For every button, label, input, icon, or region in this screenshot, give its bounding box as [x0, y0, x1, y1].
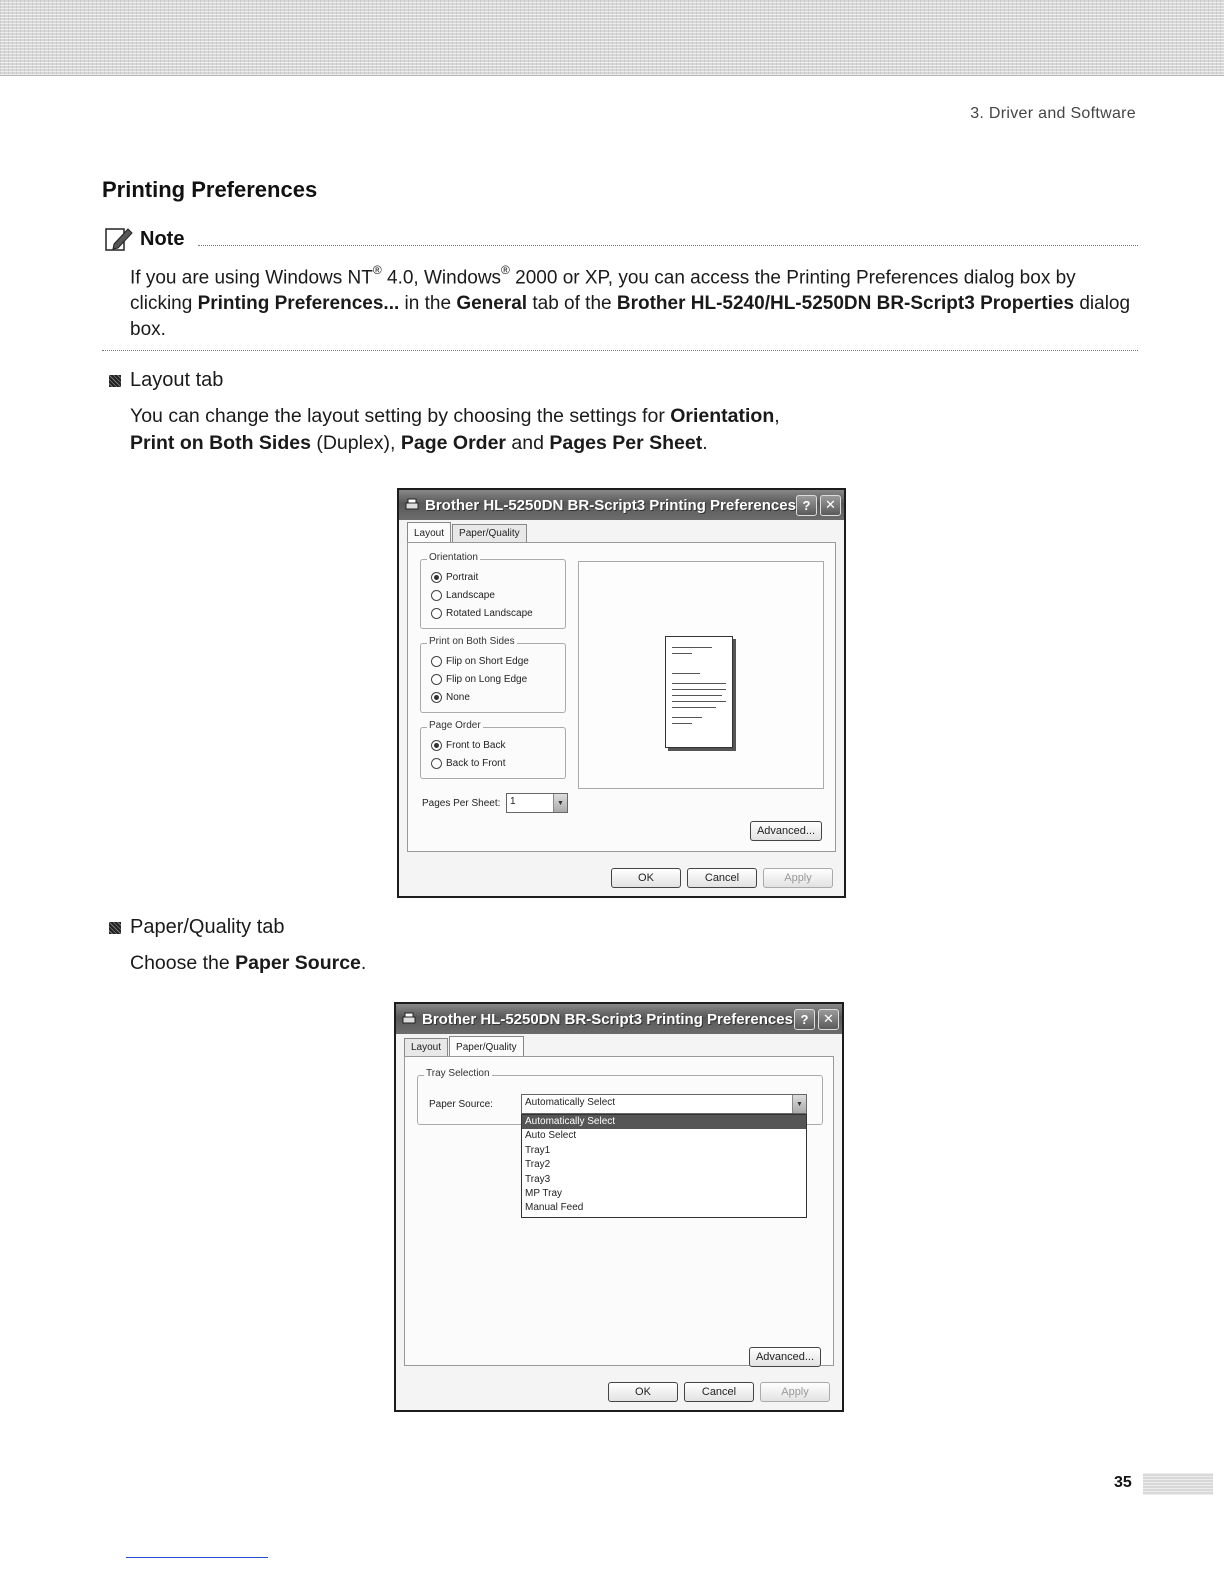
- option-manual-feed[interactable]: Manual Feed: [525, 1202, 584, 1214]
- bullet-layout-tab: Layout tab: [109, 369, 223, 392]
- pages-per-sheet-label: Pages Per Sheet:: [422, 798, 501, 809]
- ok-button[interactable]: OK: [611, 868, 681, 888]
- back-to-front-radio[interactable]: Back to Front: [431, 758, 505, 769]
- cancel-button[interactable]: Cancel: [687, 868, 757, 888]
- apply-button[interactable]: Apply: [760, 1382, 830, 1402]
- chapter-title: 3. Driver and Software: [970, 105, 1136, 122]
- flip-short-edge-radio[interactable]: Flip on Short Edge: [431, 656, 529, 667]
- rotated-landscape-radio[interactable]: Rotated Landscape: [431, 608, 533, 619]
- tab-paper-quality[interactable]: Paper/Quality: [452, 524, 527, 544]
- paper-quality-dialog: [394, 1002, 844, 1412]
- layout-preview: [578, 561, 824, 789]
- apply-button[interactable]: Apply: [763, 868, 833, 888]
- dialog-title: Brother HL-5250DN BR-Script3 Printing Preferences: [425, 496, 796, 514]
- help-button[interactable]: ?: [794, 1009, 815, 1030]
- cancel-button[interactable]: Cancel: [684, 1382, 754, 1402]
- paper-source-select[interactable]: Automatically Select ▼: [521, 1094, 807, 1114]
- paper-source-label: Paper Source:: [429, 1099, 493, 1110]
- dialog-titlebar: [396, 1004, 842, 1034]
- header-band: [0, 0, 1224, 76]
- note-heading: [104, 225, 1138, 253]
- paper-source-dropdown-list: [521, 1114, 807, 1218]
- tray-selection-group: Tray Selection: [417, 1075, 823, 1125]
- pages-per-sheet-select[interactable]: 1 ▼: [506, 793, 568, 813]
- note-pencil-icon: [104, 226, 134, 252]
- option-mp-tray[interactable]: MP Tray: [525, 1187, 563, 1199]
- section-title: Printing Preferences: [102, 177, 318, 202]
- layout-dialog: [397, 488, 846, 898]
- close-button[interactable]: ✕: [820, 495, 841, 516]
- portrait-radio[interactable]: Portrait: [431, 572, 478, 583]
- layout-paragraph: You can change the layout setting by choosing the settings for Orientation, Print on Both Sides (Duplex), Page Order and Pages Per Sheet.: [130, 405, 780, 454]
- chevron-down-icon: ▼: [553, 794, 567, 812]
- advanced-button[interactable]: Advanced...: [750, 821, 822, 841]
- page-order-group: Page Order Front to Back Back to Front: [420, 727, 566, 779]
- printer-icon: [402, 1012, 416, 1026]
- dialog-titlebar: [399, 490, 844, 520]
- footer-rule: [126, 1557, 268, 1558]
- option-automatically-select[interactable]: Automatically Select: [522, 1115, 806, 1129]
- tab-panel: [404, 1056, 834, 1366]
- advanced-button[interactable]: Advanced...: [749, 1347, 821, 1367]
- note-label: Note: [140, 227, 185, 250]
- note-end-rule: [102, 350, 1138, 351]
- tab-layout[interactable]: Layout: [404, 1038, 448, 1058]
- option-tray2[interactable]: Tray2: [525, 1159, 551, 1171]
- printer-icon: [405, 498, 419, 512]
- tab-strip: [404, 1038, 525, 1058]
- paper-paragraph: Choose the Paper Source.: [130, 952, 367, 974]
- dialog-title: Brother HL-5250DN BR-Script3 Printing Preferences: [422, 1010, 793, 1028]
- footer-band: [1143, 1473, 1213, 1495]
- tab-paper-quality[interactable]: Paper/Quality: [449, 1036, 524, 1056]
- note-rule: [198, 245, 1138, 246]
- page-preview-thumbnail: [665, 636, 733, 748]
- ok-button[interactable]: OK: [608, 1382, 678, 1402]
- duplex-group: Print on Both Sides Flip on Short Edge Flip on Long Edge None: [420, 643, 566, 713]
- close-button[interactable]: ✕: [818, 1009, 839, 1030]
- landscape-radio[interactable]: Landscape: [431, 590, 495, 601]
- tab-layout[interactable]: Layout: [407, 522, 451, 542]
- bullet-paper-quality-tab: Paper/Quality tab: [109, 916, 285, 939]
- bullet-square-icon: [109, 922, 121, 934]
- option-tray1[interactable]: Tray1: [525, 1144, 551, 1156]
- bullet-square-icon: [109, 375, 121, 387]
- option-auto-select[interactable]: Auto Select: [525, 1130, 577, 1142]
- none-radio[interactable]: None: [431, 692, 470, 703]
- flip-long-edge-radio[interactable]: Flip on Long Edge: [431, 674, 527, 685]
- help-button[interactable]: ?: [796, 495, 817, 516]
- tab-panel: [407, 542, 836, 852]
- page-number: 35: [1114, 1474, 1132, 1491]
- orientation-group: Orientation Portrait Landscape Rotated Landscape: [420, 559, 566, 629]
- note-text: If you are using Windows NT® 4.0, Windows® 2000 or XP, you can access the Printing Preferences dialog box by clicking Printing Preferences... in the General tab of the Brother HL-5240/HL-5250DN BR-Script3 Properties dialog box.: [130, 263, 1131, 341]
- chevron-down-icon: ▼: [792, 1095, 806, 1113]
- option-tray3[interactable]: Tray3: [525, 1173, 551, 1185]
- tab-strip: [407, 524, 528, 544]
- front-to-back-radio[interactable]: Front to Back: [431, 740, 505, 751]
